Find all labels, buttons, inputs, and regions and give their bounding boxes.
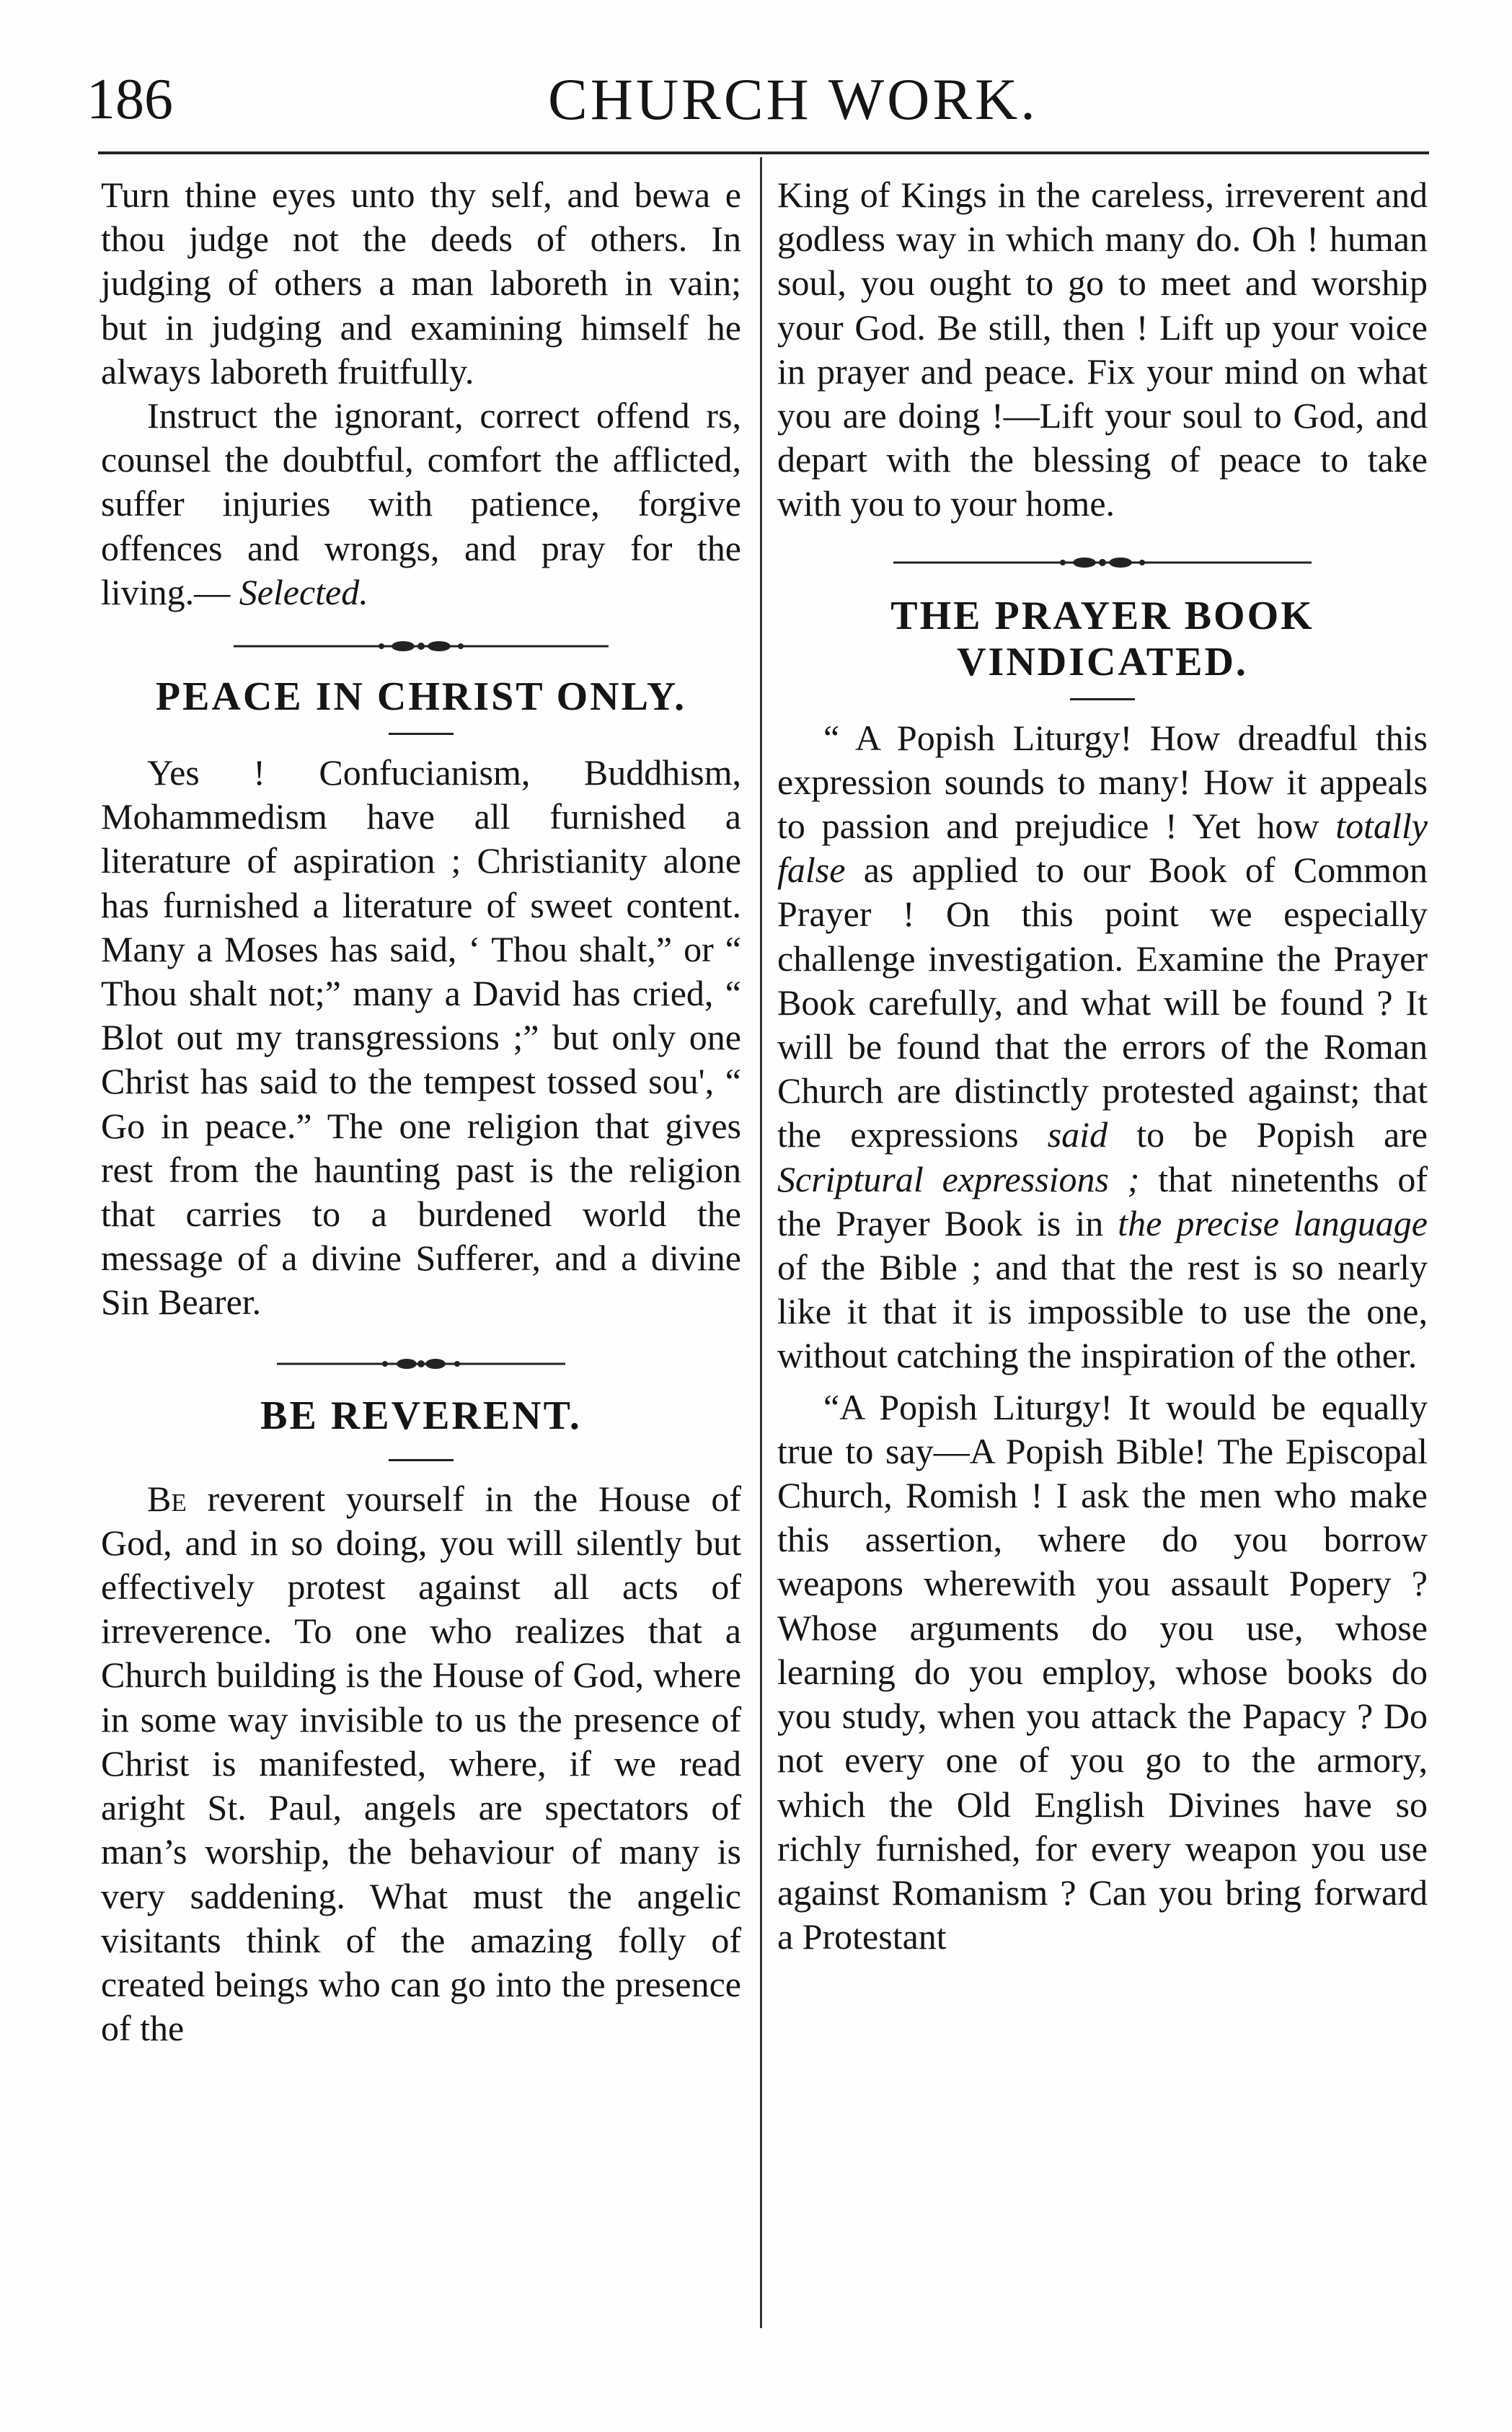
heading-short-rule xyxy=(1070,698,1135,700)
prayer-paragraph-2: “A Popish Liturgy! It would be equally true to say—A Popish Bible! The Episcopal Church, Romish ! I ask the men who make this assertion, where do you borrow weapons wherewith you assault Popery ? Whose arguments do you use, whose learning do you employ, whose books do you study, when you attack the Papacy ? Do not every one of you go to the armory, which the Old English Divines have so richly furnished, for every weapon you use against Romanism ? Can you bring forward a Protestant xyxy=(777,1386,1428,1957)
intro-paragraph-2-text: Instruct the ignorant, correct offend rs, counsel the doubtful, comfort the afflicted, suffer injuries with patience, forgive offences and wrongs, and pray for the living.— xyxy=(101,395,741,612)
intro-signature: Selected. xyxy=(239,571,368,612)
p1-text-g: that ninetenths of the Prayer Book is in xyxy=(777,1158,1428,1243)
heading-be-reverent: BE REVERENT. xyxy=(260,1393,582,1438)
p1-emphasis-precise-language: the precise language xyxy=(1118,1202,1428,1243)
intro-paragraph-2 xyxy=(101,394,741,614)
heading-short-rule xyxy=(389,1459,454,1461)
p1-emphasis-totally-false: totally false xyxy=(777,806,1428,891)
running-title: CHURCH WORK. xyxy=(548,66,1038,132)
right-column xyxy=(777,173,1428,1959)
page-number: 186 xyxy=(87,68,173,131)
section-ornament xyxy=(777,542,1428,583)
p1-emphasis-scriptural: Scriptural expressions ; xyxy=(777,1158,1140,1199)
ornament-rule-icon xyxy=(277,1355,565,1373)
header-rule xyxy=(98,151,1429,154)
section-ornament xyxy=(101,1344,741,1384)
reverent-paragraph xyxy=(101,1477,741,2051)
p1-text-e: to be Popish are xyxy=(1108,1114,1428,1155)
left-column xyxy=(101,173,741,2050)
p1-emphasis-said: said xyxy=(1047,1114,1108,1155)
ornament-rule-icon xyxy=(893,554,1312,571)
reverent-dropword: Be xyxy=(147,1478,187,1519)
section-ornament xyxy=(101,626,741,666)
ornament-rule-icon xyxy=(234,638,609,655)
heading-prayer-book-vindicated: THE PRAYER BOOK VINDICATED. xyxy=(890,593,1314,684)
reverent-text: reverent yourself in the House of God, and in so doing, you will silently but effectively protest against all acts of irreverence. To one who realizes that a Church building is the House of God, where in some way invisible to us the presence of Christ is manifested, where, if we read aright St. Paul, angels are spectators of man’s worship, the behaviour of many is very saddening. What must the angelic visitants think of the amazing folly of created beings who can go into the presence of the xyxy=(101,1478,742,2049)
heading-peace-in-christ: PEACE IN CHRIST ONLY. xyxy=(155,674,687,720)
heading-short-rule xyxy=(389,733,454,735)
p1-text-c: as applied to our Book of Common Prayer ! On this point we especially challenge investigation. Examine the Prayer Book carefully, and what will be found ? It will be found that the errors of the Roman Church are distinctly protested against; that the expressions xyxy=(777,850,1428,1155)
column-divider xyxy=(760,157,762,2328)
intro-paragraph-1: Turn thine eyes unto thy self, and bewa e thou judge not the deeds of others. In judging of others a man laboreth in vain; but in judging and examining himself he always laboreth fruitfully. xyxy=(101,175,741,392)
peace-paragraph: Yes ! Confucianism, Buddhism, Mohammedism have all furnished a literature of aspiration ; Christianity alone has furnished a literature of sweet content. Many a Moses has said, ‘ Thou shalt,” or “ Thou shalt not;” many a David has cried, “ Blot out my transgressions ;” but only one Christ has said to the tempest tossed sou', “ Go in peace.” The one religion that gives rest from the haunting past is the religion that carries to a burdened world the message of a divine Sufferer, and a divine Sin Bearer. xyxy=(101,752,741,1323)
prayer-paragraph-1 xyxy=(777,716,1428,1378)
continued-paragraph: King of Kings in the careless, irreverent and godless way in which many do. Oh ! human soul, you ought to go to meet and worship your God. Be still, then ! Lift up your voice in prayer and peace. Fix your mind on what you are doing !—Lift your soul to God, and depart with the blessing of peace to take with you to your home. xyxy=(777,175,1428,524)
p1-text-i: of the Bible ; and that the rest is so nearly like it that it is impossible to use the one, without catching the inspiration of the other. xyxy=(777,1247,1428,1376)
p1-text-a: “ A Popish Liturgy! How dreadful this expression sounds to many! How it appeals to passion and prejudice ! Yet how xyxy=(777,717,1428,847)
